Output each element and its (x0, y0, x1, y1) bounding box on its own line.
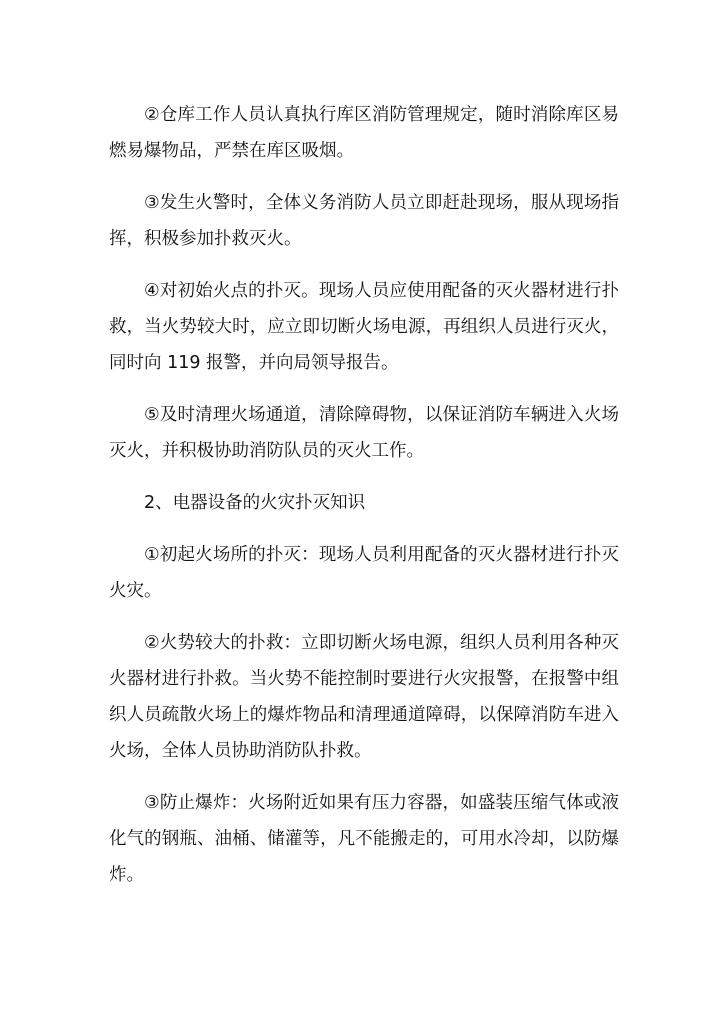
paragraph-warehouse-rules: ②仓库工作人员认真执行库区消防管理规定，随时消除库区易燃易爆物品，严禁在库区吸烟。 (109, 105, 619, 161)
paragraph-large-fire-rescue: ②火势较大的扑救：立即切断火场电源，组织人员利用各种灭火器材进行扑救。当火势不能控制时要进行火灾报警，在报警中组织人员疏散火场上的爆炸物品和清理通道障碍，以保障消防车进入火场，全体人员协助消防队扑救。 (109, 633, 619, 761)
paragraph-initial-fire-extinguish: ④对初始火点的扑灭。现场人员应使用配备的灭火器材进行扑救，当火势较大时，应立即切断火场电源，再组织人员进行灭火，同时向 119 报警，并向局领导报告。 (109, 281, 619, 373)
paragraph-clear-fire-passage: ⑤及时清理火场通道，清除障碍物，以保证消防车辆进入火场灭火，并积极协助消防队员的灭火工作。 (109, 405, 619, 461)
document-body (109, 97, 619, 909)
paragraph-fire-alarm-response: ③发生火警时，全体义务消防人员立即赶赴现场，服从现场指挥，积极参加扑救灭火。 (109, 193, 619, 249)
paragraph-initial-fire-site: ①初起火场所的扑灭：现场人员利用配备的灭火器材进行扑灭火灾。 (109, 545, 619, 601)
paragraph-prevent-explosion: ③防止爆炸：火场附近如果有压力容器，如盛装压缩气体或液化气的钢瓶、油桶、储灌等，凡不能搬走的，可用水冷却，以防爆炸。 (109, 793, 619, 885)
section-heading-electrical-fire: 2、电器设备的火灾扑灭知识 (144, 493, 366, 513)
